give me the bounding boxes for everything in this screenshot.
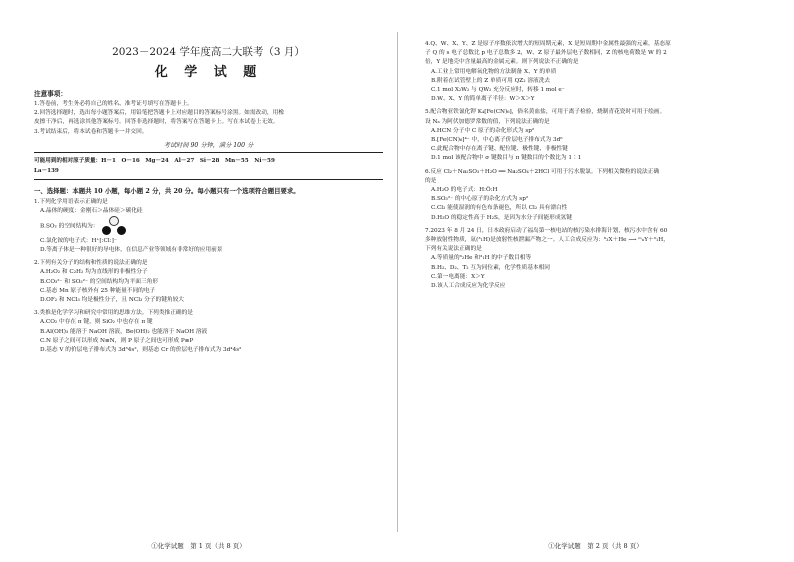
page-2 — [397, 0, 794, 562]
notice-line: 3.考试结束后，将本试卷和答题卡一并交回。 — [34, 128, 148, 135]
section-heading: 一、选择题：本题共 10 小题，每小题 2 分，共 20 分。每小题只有一个选项符合题目要求。 — [34, 186, 300, 195]
answer-option: C.Cl₂ 能使湿润的有色布条褪色，所以 Cl₂ 具有漂白性 — [431, 205, 568, 212]
answer-option: A.晶体的硬度：金刚石＞晶体硅＞碳化硅 — [40, 208, 143, 215]
subject-title: 化 学 试 题 — [154, 65, 263, 80]
answer-option: D.等离子体是一种很好的导电体，在信息产业等领域有非常好的应用前景 — [40, 246, 223, 253]
sulfur-atom — [109, 216, 119, 226]
question-stem: 多种放射性物质，氚(³₁H)是放射性核泄漏产物之一。人工合成反应为：⁶₃X＋He ⟶ ᵐₙY＋³₁H， — [425, 237, 669, 244]
answer-option: D.W、X、Y 的简单离子半径：W＞X＞Y — [431, 96, 535, 103]
notice-line: 2.回答选择题时，选出每小题答案后，用铅笔把答题卡上对应题目的答案标号涂黑。如需改动，用橡 — [34, 110, 284, 117]
answer-option: B.Al(OH)₃ 能溶于 NaOH 溶液，Be(OH)₂ 也能溶于 NaOH 溶液 — [40, 328, 208, 335]
answer-option: A.H₂O 的电子式：H:Ö:H — [431, 187, 498, 194]
atomic-masses: 可能用到的相对原子质量：H－1 O－16 Mg－24 Al－27 Si－28 Mn－55 Ni－59 — [34, 157, 275, 164]
answer-option: A.CO₂ 中存在 π 键，则 SiO₂ 中也存在 π 键 — [40, 319, 153, 326]
question-block — [425, 108, 772, 163]
question-stem: 3.类推是化学学习和研究中常用的思维方法。下列类推正确的是 — [34, 310, 193, 317]
question-block — [34, 259, 383, 305]
answer-option: A.工业上常用电解氧化物的方法制备 X、Y 的单质 — [431, 68, 557, 75]
exam-title: 2023－2024 学年度高二大联考（3 月） — [112, 46, 305, 58]
answer-option: C.此配合物中存在离子键、配位键、极性键、非极性键 — [431, 146, 568, 153]
rule-line — [34, 152, 383, 153]
spacer — [34, 355, 383, 359]
question-stem: 倍，Y 是地壳中含量最高的金属元素。则下列说法不正确的是 — [425, 59, 579, 66]
exam-info: 考试时间 90 分钟，满分 100 分 — [163, 141, 254, 149]
answer-option: C.N 原子之间可以形成 N≡N，则 P 原子之间也可形成 P≡P — [40, 337, 194, 344]
answer-option: B.[Fe(CN)₆]⁴⁻ 中，中心离子价层电子排布式为 3d⁶ — [431, 137, 563, 144]
question-block — [425, 168, 772, 223]
question-stem: 设 Nₐ 为阿伏加德罗常数的值，下列说法正确的是 — [425, 118, 550, 125]
question-block — [34, 198, 383, 255]
question-stem: 6.反应 Cl₂＋Na₂SO₃＋H₂O ══ Na₂SO₄＋2HCl 可用于污水脱氯。下列相关微粒的说法正确 — [425, 168, 660, 175]
answer-option: C.第一电离能：X＞Y — [431, 273, 485, 280]
question-block — [425, 40, 772, 104]
page-footer: ①化学试题 第 2 页（共 8 页） — [548, 542, 643, 550]
answer-option: B.SO₃²⁻ 的中心原子的杂化方式为 sp² — [431, 196, 529, 203]
answer-option: D.1 mol 该配合物中 σ 键数目与 π 键数目的个数比为 1∶1 — [431, 155, 582, 162]
answer-option: D.基态 V 的价层电子排布式为 3d³4s²，则基态 Cr 的价层电子排布式为 3d⁴4s² — [40, 346, 242, 353]
answer-option: C.氯化铵的电子式：H⁺[:Cl:]⁻ — [40, 237, 117, 244]
oxygen-atom — [117, 226, 126, 235]
question-stem: 5.配合物亚铁氰化钾 K₄[Fe(CN)₆]，俗名黄血盐，可用于离子检验，烧制青花瓷时可用于绘画。 — [425, 109, 666, 116]
answer-option: B.SO₂ 的空间结构为： — [34, 216, 383, 237]
notice-line: 1.答卷前，考生务必将自己的姓名、准考证号填写在答题卡上。 — [34, 101, 193, 107]
question-stem: 4.Q、W、X、Y、Z 是原子序数依次增大的短周期元素，X 是短周期中金属性最强的元素，基态原 — [425, 41, 671, 47]
atomic-masses: La－139 — [34, 167, 59, 174]
notice-line: 皮擦干净后，再选涂其他答案标号。回答非选择题时，将答案写在答题卡上。写在本试卷上无效。 — [34, 119, 279, 126]
answer-option: D.H₂O 的稳定性高于 H₂S，是因为水分子间能形成氢键 — [431, 214, 572, 221]
so2-molecule-model — [102, 216, 126, 236]
question-stem: 7.2023 年 8 月 24 日，日本政府启动了福岛第一核电站的核污染水排海计划，核污水中含有 60 — [425, 227, 668, 234]
answer-option: A.HCN 分子中 C 原子的杂化形式为 sp² — [431, 127, 535, 134]
question-stem: 的是 — [425, 177, 437, 184]
rule-line — [34, 179, 383, 180]
question-block — [425, 227, 772, 291]
question-stem: 1.下列化学用语表示正确的是 — [34, 198, 108, 205]
question-stem: 下列有关说法正确的是 — [425, 246, 482, 253]
oxygen-atom — [102, 226, 111, 235]
answer-option: B.H₂、D₂、T₂ 互为同位素，化学性质基本相同 — [431, 264, 550, 271]
answer-option: B.CO₃²⁻ 和 SO₃²⁻ 的空间结构均为平面三角形 — [40, 278, 159, 285]
page-footer: ①化学试题 第 1 页（共 8 页） — [151, 542, 246, 550]
question-stem: 子 Q 的 s 电子总数比 p 电子总数多 2，W、Z 原子最外层电子数相同，Z 的核电荷数是 W 的 2 — [425, 50, 667, 57]
question-stem: 2.下列有关分子的结构和性质的说法正确的是 — [34, 260, 148, 267]
question-block — [34, 309, 383, 355]
answer-option: C.1 mol X₂W₂ 与 QW₂ 充分反应时，转移 1 mol e⁻ — [431, 87, 565, 94]
spacer — [425, 291, 772, 295]
answer-option: C.基态 Mn 原子核外有 25 种能量不同的电子 — [40, 287, 156, 294]
answer-option: A.等质量的³₂He 和³₁H 的中子数目相等 — [431, 255, 532, 262]
answer-option: D.该人工合成反应为化学反应 — [431, 283, 506, 290]
answer-option: A.H₂O₂ 和 C₂H₂ 均为直线形的非极性分子 — [40, 269, 148, 276]
notice-heading: 注意事项： — [34, 90, 67, 98]
answer-option: D.OF₂ 和 NCl₃ 均是极性分子，且 NCl₃ 分子的键角较大 — [40, 296, 184, 303]
answer-option: B.附着在试管壁上的 Z 单质可用 QZ₂ 溶液洗去 — [431, 77, 551, 84]
